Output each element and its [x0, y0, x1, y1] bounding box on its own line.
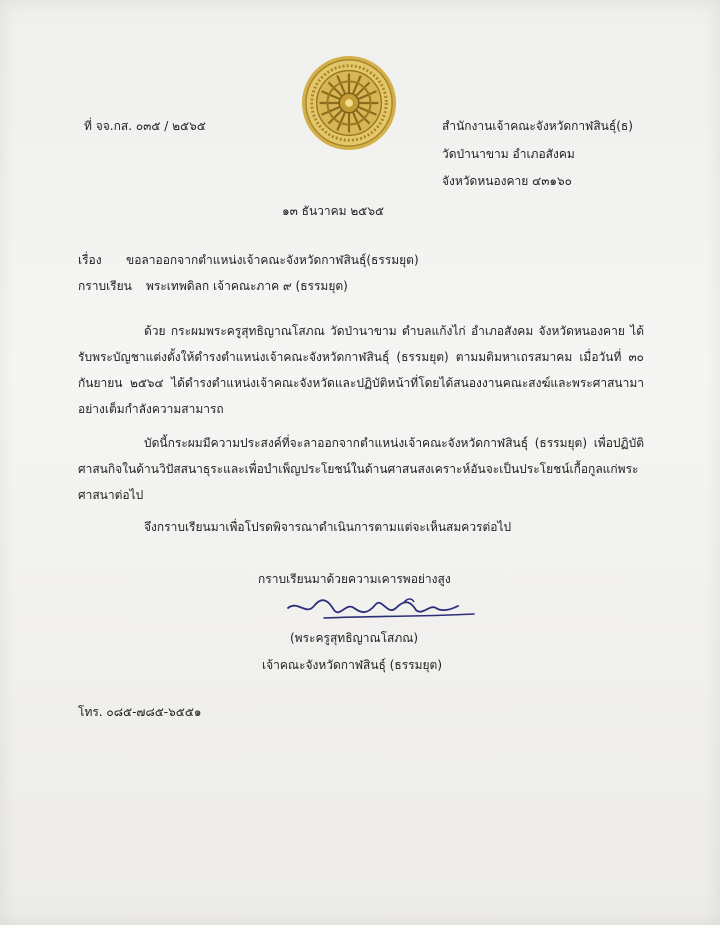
- dharma-wheel-emblem-icon: [300, 54, 398, 152]
- signatory-title: เจ้าคณะจังหวัดกาฬสินธุ์ (ธรรมยุต): [262, 658, 442, 672]
- subject-label: เรื่อง: [78, 253, 102, 267]
- sender-temple: วัดป่านาขาม อำเภอสังคม: [442, 147, 575, 161]
- sender-province: จังหวัดหนองคาย ๔๓๑๖๐: [442, 174, 572, 188]
- subject-text: ขอลาออกจากตำแหน่งเจ้าคณะจังหวัดกาฬสินธุ์(ธรรมยุต): [126, 253, 419, 267]
- phone-number: โทร. ๐๘๕-๗๘๕-๖๕๕๑: [78, 705, 202, 719]
- body-paragraph-1: ด้วย กระผมพระครูสุทธิญาณโสภณ วัดป่านาขาม ตำบลแก้งไก่ อำเภอสังคม จังหวัดหนองคาย ได้รับพระบัญชาแต่งตั้งให้ดำรงตำแหน่งเจ้าคณะจังหวัดกาฬสินธุ์ (ธรรมยุต) ตามมติมหาเถรสมาคม เมื่อวันที่ ๓๐ กันยายน ๒๕๖๔ ได้ดำรงตำแหน่งเจ้าคณะจังหวัดและปฏิบัติหน้าที่โดยได้สนองงานคณะสงฆ์และพระศาสนามาอย่างเต็มกำลังความสามารถ: [78, 324, 644, 416]
- letter-date: ๑๓ ธันวาคม ๒๕๖๕: [282, 204, 385, 218]
- signatory-name: (พระครูสุทธิญาณโสภณ): [290, 631, 419, 645]
- closing-salutation: กราบเรียนมาด้วยความเคารพอย่างสูง: [258, 572, 451, 586]
- addressee-text: พระเทพดิลก เจ้าคณะภาค ๙ (ธรรมยุต): [146, 279, 348, 293]
- reference-number: ที่ จจ.กส. ๐๓๕ / ๒๕๖๕: [84, 119, 206, 133]
- body-paragraph-3: จึงกราบเรียนมาเพื่อโปรดพิจารณาดำเนินการตามแต่จะเห็นสมควรต่อไป: [144, 520, 512, 534]
- sender-office: สำนักงานเจ้าคณะจังหวัดกาฬสินธุ์(ธ): [442, 119, 633, 133]
- addressee-label: กราบเรียน: [78, 279, 132, 293]
- body-paragraph-2: บัดนี้กระผมมีความประสงค์ที่จะลาออกจากตำแหน่งเจ้าคณะจังหวัดกาฬสินธุ์ (ธรรมยุต) เพื่อปฏิบัติศาสนกิจในด้านวิปัสสนาธุระและเพื่อบำเพ็ญประโยชน์ในด้านศาสนสงเคราะห์อันจะเป็นประโยชน์เกื้อกูลแก่พระศาสนาต่อไป: [78, 436, 644, 502]
- handwritten-signature-icon: [284, 596, 480, 626]
